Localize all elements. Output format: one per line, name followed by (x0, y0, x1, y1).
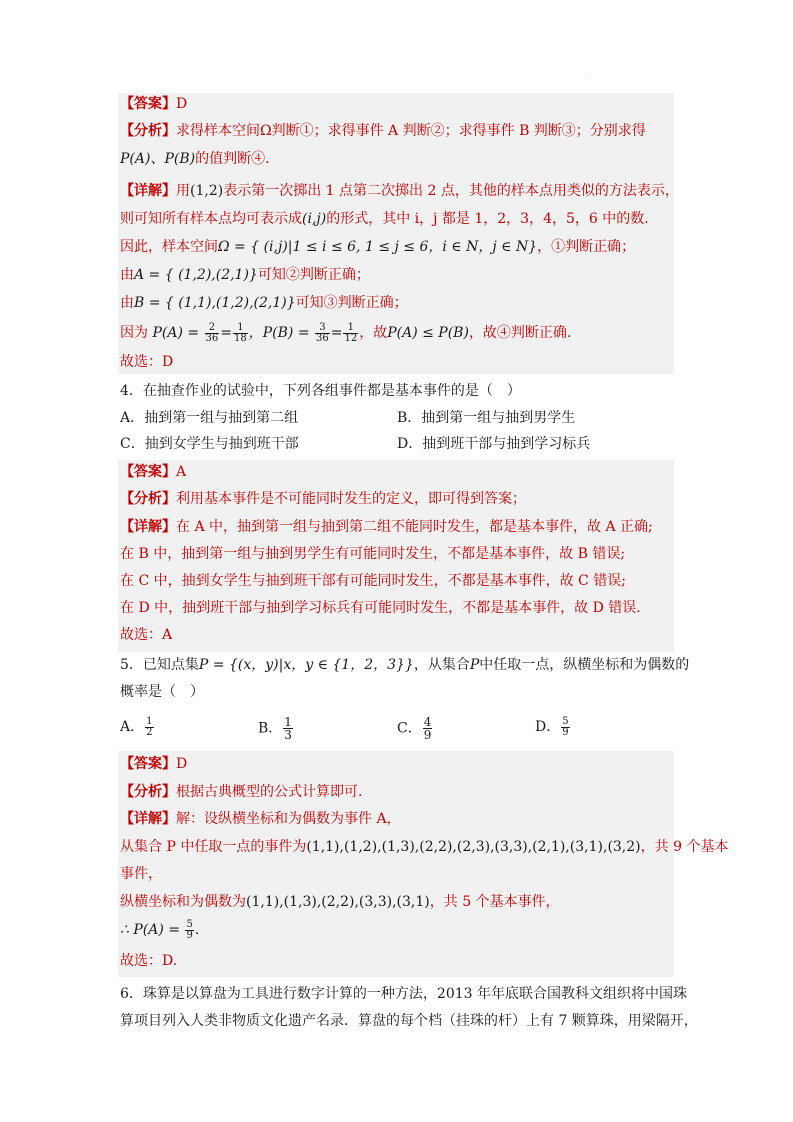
q6-stem-line-1: 6．珠算是以算盘为工具进行数字计算的一种方法，2013 年年底联合国教科文组织将中国珠 (120, 986, 687, 1002)
fraction: $\frac{1}{12}$ (344, 321, 358, 344)
q5-detail-line-3: 事件， (120, 866, 162, 882)
fraction: $\frac{1}{3}$ (284, 715, 292, 742)
q4-detail-line-1: 【详解】在 A 中，抽到第一组与抽到第二组不能同时发生，都是基本事件，故 A 正确; (120, 519, 653, 535)
detail-tag: 【详解】 (120, 183, 176, 199)
q4-option-a: A．抽到第一组与抽到第二组 (120, 410, 299, 426)
fraction: $\frac{5}{9}$ (186, 918, 193, 941)
analysis-tag: 【分析】 (120, 123, 176, 139)
page-mark: . (588, 70, 590, 77)
q5-answer: D (176, 756, 188, 772)
q5-detail-line-4: 纵横坐标和为偶数为(1,1),(1,3),(2,2),(3,3),(3,1)，共 5 个基本事件， (120, 894, 560, 910)
q4-choose: 故选：A (120, 627, 173, 643)
q6-stem-line-2: 算项目列入人类非物质文化遗产名录．算盘的每个档（挂珠的杆）上有 7 颗算珠，用梁隔开， (120, 1013, 698, 1029)
q4-answer-line: 【答案】A (120, 464, 187, 480)
q3-answer-line (120, 93, 187, 115)
q3-detail-line-1: 【详解】用(1,2)表示第一次掷出 1 点第二次掷出 2 点，其他的样本点用类似的方法表示， (120, 183, 679, 199)
q4-stem: 4．在抽查作业的试验中，下列各组事件都是基本事件的是（ ） (120, 383, 521, 399)
q4-answer: A (176, 464, 187, 480)
q5-detail-line-5: ∴ P(A) = $\frac{5}{9}$ . (120, 918, 200, 941)
q4-detail-line-2: 在 B 中，抽到第一组与抽到男学生有可能同时发生，不都是基本事件，故 B 错误; (120, 546, 626, 562)
q5-option-d: D． $\frac{5}{9}$ (535, 715, 569, 738)
q3-detail-line-6: 因为 P(A) = $\frac{2}{36}$ = $\frac{1}{18}$ ，P(B) = $\frac{3}{36}$ = $\frac{1}{12}$ ，故P(A) ≤ P(B)，故④判断正确. (120, 321, 572, 344)
q5-detail-line-2: 从集合 P 中任取一点的事件为(1,1),(1,2),(1,3),(2,2),(2,3),(3,3),(2,1),(3,1),(3,2)，共 9 个基本 (120, 839, 729, 855)
fraction: $\frac{3}{36}$ (316, 321, 329, 344)
fraction: $\frac{5}{9}$ (562, 715, 569, 738)
answer-tag: 【答案】 (120, 96, 176, 112)
q3-detail-line-5: 由B = { (1,1),(1,2),(2,1)}可知③判断正确； (120, 295, 408, 311)
q3-detail-line-2: 则可知所有样本点均可表示成(i,j)的形式，其中 i，j 都是 1，2，3，4，5，6 中的数. (120, 211, 649, 227)
q5-stem: 5．已知点集P = {(x，y)|x，y ∈ {1，2，3}}，从集合P中任取一点，纵横坐标和为偶数的 (120, 657, 690, 673)
q5-choose: 故选：D. (120, 953, 178, 969)
q3-choose: 故选：D (120, 354, 174, 370)
q5-answer-line: 【答案】D (120, 756, 188, 772)
q3-detail-line-3: 因此，样本空间Ω = { (i,j)|1 ≤ i ≤ 6, 1 ≤ j ≤ 6，i ∈ N，j ∈ N}，①判断正确； (120, 239, 636, 255)
q5-detail-line-1: 【详解】解：设纵横坐标和为偶数为事件 A， (120, 811, 401, 827)
q4-detail-line-3: 在 C 中，抽到女学生与抽到班干部有可能同时发生，不都是基本事件，故 C 错误; (120, 573, 626, 589)
fraction: $\frac{2}{36}$ (205, 321, 219, 344)
q3-detail-line-4: 由A = { (1,2),(2,1)}可知②判断正确； (120, 267, 370, 283)
q4-analysis-line: 【分析】利用基本事件是不可能同时发生的定义，即可得到答案； (120, 491, 526, 507)
q4-detail-line-4: 在 D 中，抽到班干部与抽到学习标兵有可能同时发生，不都是基本事件，故 D 错误. (120, 600, 641, 616)
q5-option-c: C． $\frac{4}{9}$ (397, 715, 432, 742)
q5-option-b: B． $\frac{1}{3}$ (258, 715, 292, 742)
fraction: $\frac{1}{18}$ (234, 321, 247, 344)
q5-analysis-line: 【分析】根据古典概型的公式计算即可. (120, 784, 363, 800)
q4-option-c: C．抽到女学生与抽到班干部 (120, 436, 299, 452)
q3-analysis-line: 【分析】求得样本空间Ω判断①；求得事件 A 判断②；求得事件 B 判断③；分别求得 (120, 123, 646, 139)
q4-option-d: D．抽到班干部与抽到学习标兵 (397, 436, 591, 452)
q3-answer: D (176, 96, 188, 112)
q4-option-b: B．抽到第一组与抽到男学生 (397, 410, 576, 426)
q5-option-a: A． $\frac{1}{2}$ (120, 715, 153, 738)
q3-analysis-line-2: P(A)、P(B)的值判断④. (120, 151, 270, 167)
q5-stem-line-2: 概率是（ ） (120, 684, 204, 700)
fraction: $\frac{1}{2}$ (146, 715, 153, 738)
fraction: $\frac{4}{9}$ (423, 715, 432, 742)
